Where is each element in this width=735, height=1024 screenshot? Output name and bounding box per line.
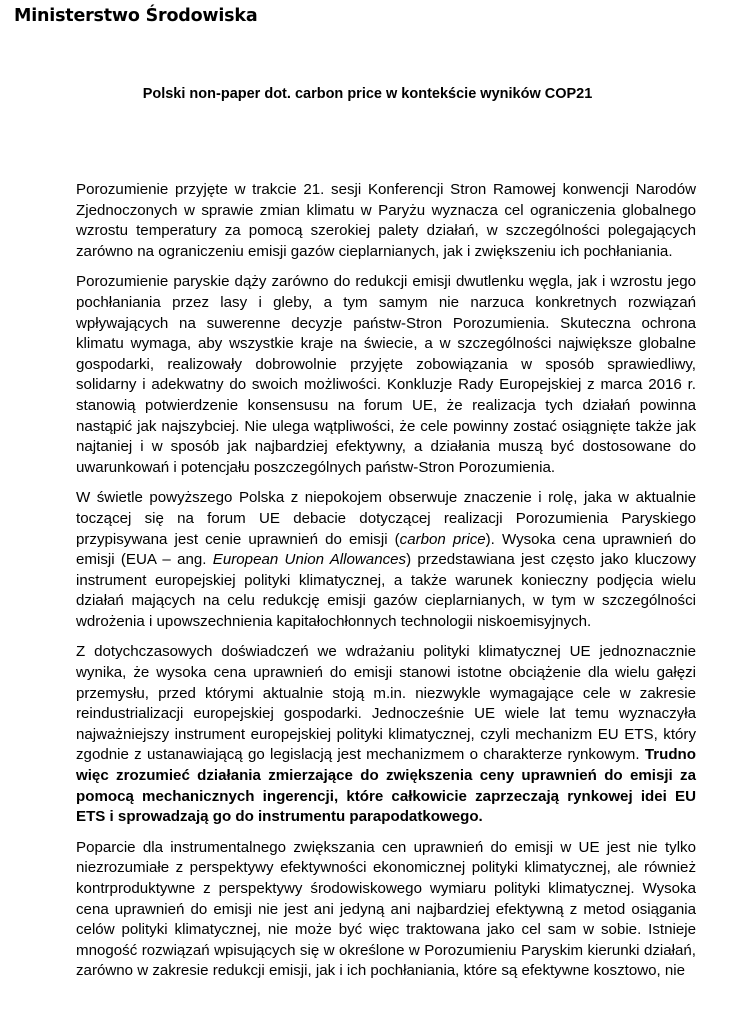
paragraph-3-text-c: ) przedstawiana jest często jako kluczowy instrument europejskiej polityki klimatycznej, a także warunek konieczny podjęcia wielu działań mających na celu redukcję emisji gazów cieplarnianych, w tym w szczególności wdrożenia i upowszechnienia kapitałochłonnych technologii niskoemisyjnych. (76, 551, 696, 630)
paragraph-5: Poparcie dla instrumentalnego zwiększania cen uprawnień do emisji w UE jest nie tylko niezrozumiałe z perspektywy efektywności ekonomicznej polityki klimatycznej, ale również kontrproduktywne z perspektywy środowiskowego wymiaru polityki klimatycznej. Wysoka cena uprawnień do emisji nie jest ani jedyną ani najbardziej efektywną z metod osiągania celów polityki klimatycznej, nie może być więc traktowana jako cel sam w sobie. Istnieje mnogość rozwiązań wpisujących się w określone w Porozumieniu Paryskim kierunki działań, zarówno w zakresie redukcji emisji, jak i ich pochłaniania, które są efektywne kosztowo, nie (76, 838, 696, 980)
paragraph-3-italic-carbon-price: carbon price (399, 530, 486, 548)
document-body (76, 180, 696, 992)
paragraph-3 (76, 488, 696, 632)
paragraph-3-text-a: W świetle powyższego Polska z niepokojem obserwuje znaczenie i rolę, jaka w aktualnie toczącej się na forum UE debacie dotyczącej realizacji Porozumienia Paryskiego przypisywana jest cenie uprawnień do emisji ( (76, 489, 696, 548)
paragraph-4-text: Z dotychczasowych doświadczeń we wdrażaniu polityki klimatycznej UE jednoznacznie wynika, że wysoka cena uprawnień do emisji stanowi istotne obciążenie dla wielu gałęzi przemysłu, przed którymi aktualnie stoją m.in. niezwykle wymagające cele w zakresie reindustrializacji europejskiej gospodarki. Jednocześnie UE wiele lat temu wyznaczyła najważniejszy instrument europejskiej polityki klimatycznej, czyli mechanizm EU ETS, który zgodnie z ustanawiającą go legislacją jest mechanizmem o charakterze rynkowym. (76, 643, 696, 764)
paragraph-3-italic-eua: European Union Allowances (212, 551, 407, 569)
ministry-header: Ministerstwo Środowiska (14, 6, 258, 26)
paragraph-4-bold: Trudno więc zrozumieć działania zmierzające do zwiększenia ceny uprawnień do emisji za pomocą mechanicznych ingerencji, które całkowicie zaprzeczają rynkowej idei EU ETS i sprowadzają go do instrumentu parapodatkowego. (76, 746, 696, 826)
document-title: Polski non-paper dot. carbon price w kontekście wyników COP21 (142, 86, 593, 102)
paragraph-3-text-b: ). Wysoka cena uprawnień do emisji (EUA – ang. (76, 530, 697, 569)
paragraph-2: Porozumienie paryskie dąży zarówno do redukcji emisji dwutlenku węgla, jak i wzrostu jego pochłaniania przez lasy i gleby, a tym samym nie narzuca konkretnych rozwiązań wpływających na suwerenne decyzje państw-Stron Porozumienia. Skuteczna ochrona klimatu wymaga, aby wszystkie kraje na świecie, a w szczególności największe globalne gospodarki, realizowały dobrowolnie przyjęte zobowiązania w sposób sprawiedliwy, solidarny i adekwatny do swoich możliwości. Konkluzje Rady Europejskiej z marca 2016 r. stanowią potwierdzenie konsensusu na forum UE, że realizacja tych działań powinna nastąpić jak najszybciej. Nie ulega wątpliwości, że cele powinny zostać osiągnięte także jak najtaniej i w sposób jak najbardziej efektywny, a działania muszą być dostosowane do uwarunkowań i potencjału poszczególnych państw-Stron Porozumienia. (76, 273, 696, 476)
paragraph-4 (76, 642, 696, 827)
paragraph-1: Porozumienie przyjęte w trakcie 21. sesji Konferencji Stron Ramowej konwencji Narodów Zjednoczonych w sprawie zmian klimatu w Paryżu wyznacza cel ograniczenia globalnego wzrostu temperatury za pomocą szerokiej palety działań, w szczególności polegających zarówno na ograniczeniu emisji gazów cieplarnianych, jak i zwiększeniu ich pochłaniania. (76, 181, 696, 260)
